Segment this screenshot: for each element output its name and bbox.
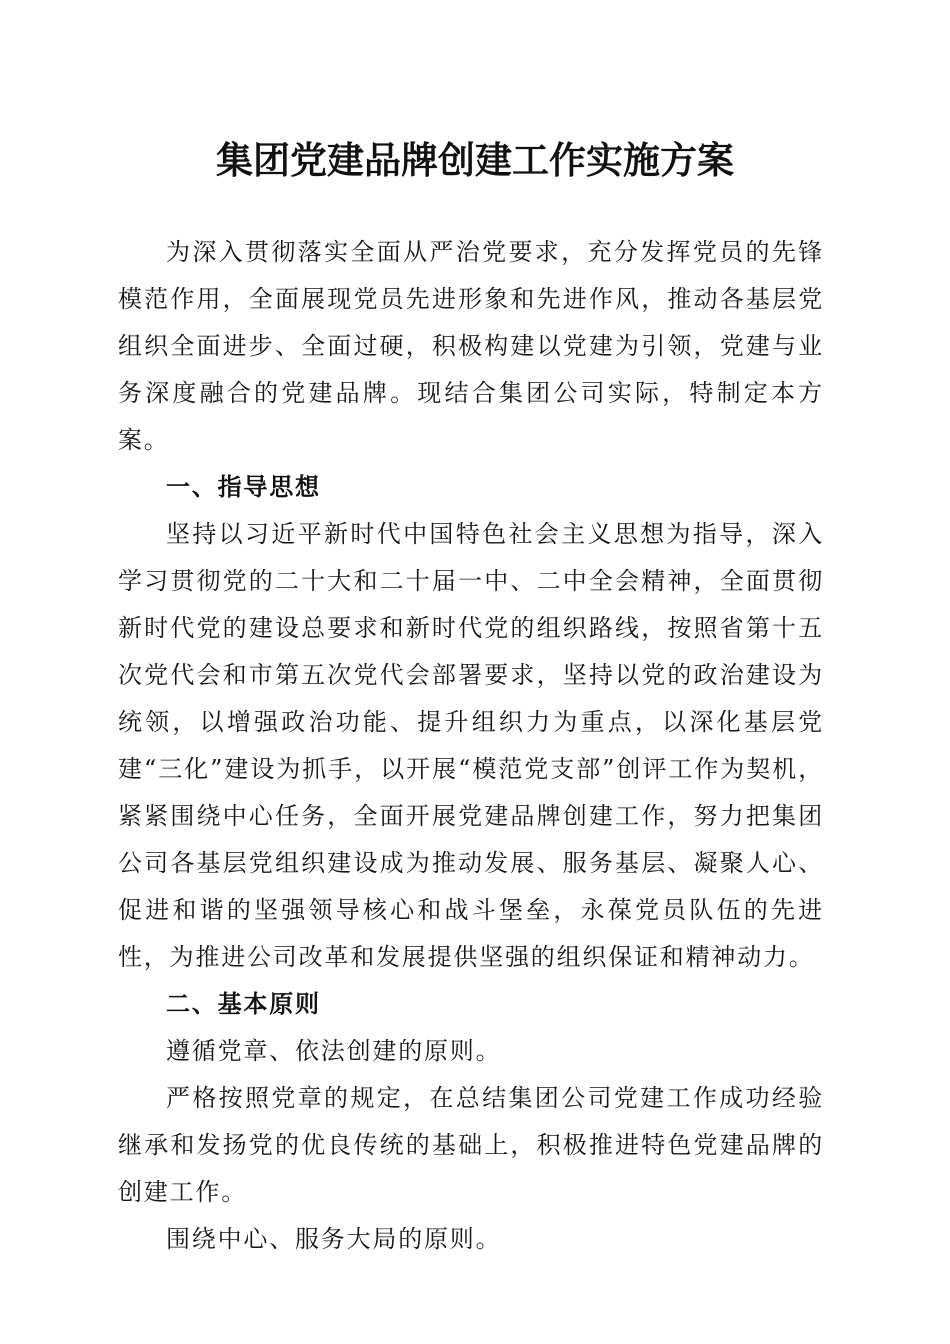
document-body <box>118 229 824 1263</box>
document-title: 集团党建品牌创建工作实施方案 <box>216 138 734 182</box>
principle-1-title: 遵循党章、依法创建的原则。 <box>166 1037 502 1065</box>
principle-1-paragraph: 严格按照党章的规定，在总结集团公司党建工作成功经验继承和发扬党的优良传统的基础上，积极推进特色党建品牌的创建工作。 <box>118 1084 824 1206</box>
section-heading-guiding-ideology: 一、指导思想 <box>166 473 321 501</box>
section-heading-basic-principles: 二、基本原则 <box>166 990 321 1018</box>
guiding-ideology-paragraph: 坚持以习近平新时代中国特色社会主义思想为指导，深入学习贯彻党的二十大和二十届一中、二中全会精神，全面贯彻新时代党的建设总要求和新时代党的组织路线，按照省第十五次党代会和市第五次党代会部署要求，坚持以党的政治建设为统领，以增强政治功能、提升组织力为重点，以深化基层党建“三化”建设为抓手，以开展“模范党支部”创评工作为契机，紧紧围绕中心任务，全面开展党建品牌创建工作，努力把集团公司各基层党组织建设成为推动发展、服务基层、凝聚人心、促进和谐的坚强领导核心和战斗堡垒，永葆党员队伍的先进性，为推进公司改革和发展提供坚强的组织保证和精神动力。 <box>118 520 824 971</box>
intro-paragraph: 为深入贯彻落实全面从严治党要求，充分发挥党员的先锋模范作用，全面展现党员先进形象和先进作风，推动各基层党组织全面进步、全面过硬，积极构建以党建为引领，党建与业务深度融合的党建品牌。现结合集团公司实际，特制定本方案。 <box>118 238 824 454</box>
principle-2-title: 围绕中心、服务大局的原则。 <box>166 1225 502 1253</box>
